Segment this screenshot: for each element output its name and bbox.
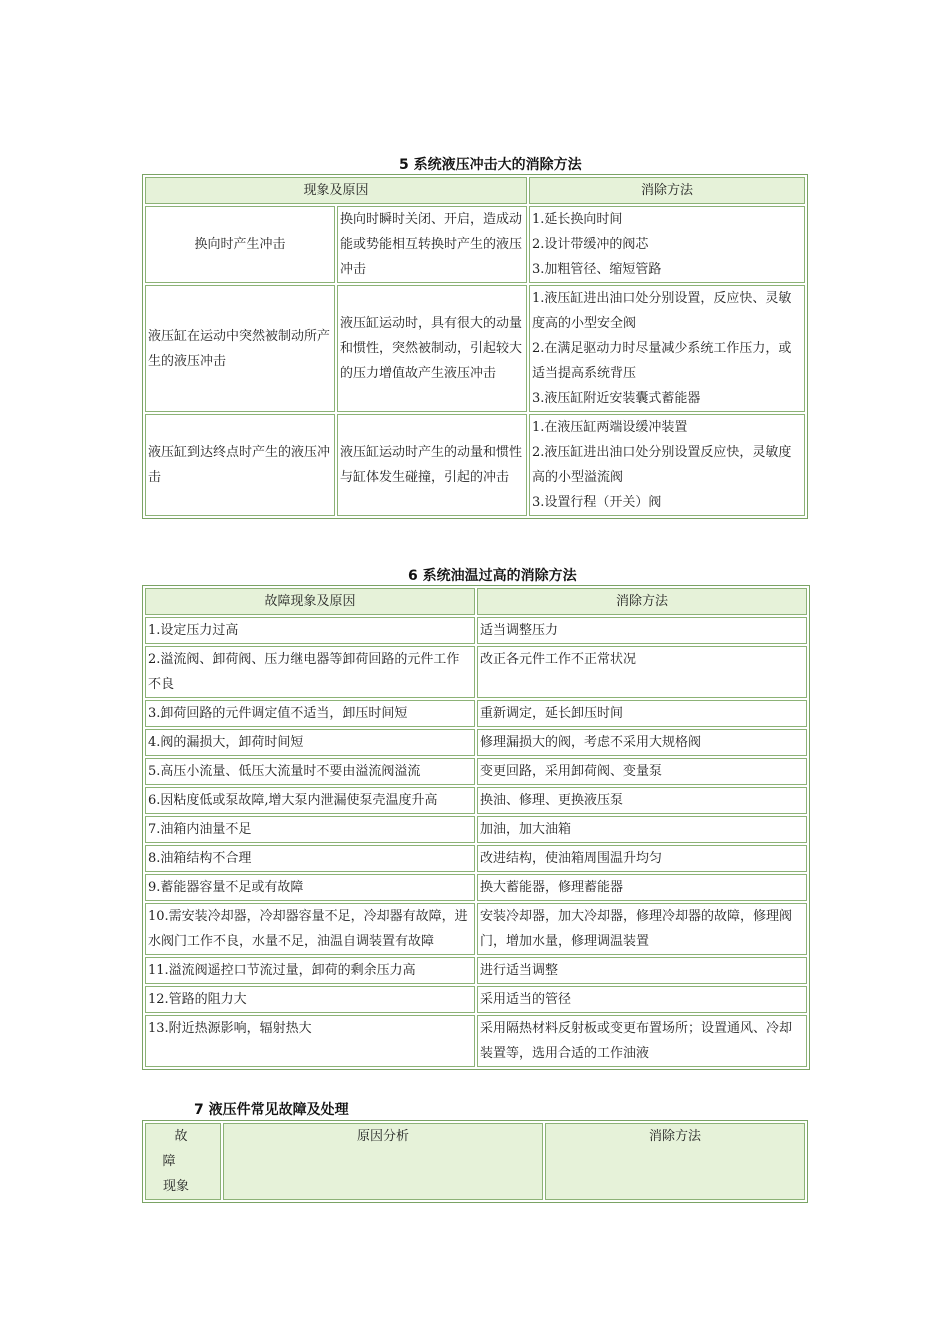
header-remedy: 消除方法 xyxy=(477,588,807,615)
table-row xyxy=(145,787,807,814)
remedy-line: 3.加粗管径、缩短管路 xyxy=(532,262,662,277)
remedy-cell xyxy=(529,414,805,516)
header-phenomenon-cause: 现象及原因 xyxy=(145,177,527,204)
remedy-line: 2.设计带缓冲的阀芯 xyxy=(532,237,649,252)
component-fault-table xyxy=(142,1120,808,1203)
phenomenon-cell: 液压缸在运动中突然被制动所产生的液压冲击 xyxy=(145,285,335,412)
cause-cell: 3.卸荷回路的元件调定值不适当，卸压时间短 xyxy=(145,700,475,727)
table-row xyxy=(145,285,805,412)
header-remedy: 消除方法 xyxy=(545,1123,805,1200)
table-row xyxy=(145,1015,807,1067)
table-row xyxy=(145,414,805,516)
hydraulic-shock-table xyxy=(142,174,808,519)
table-row xyxy=(145,816,807,843)
remedy-cell: 换油、修理、更换液压泵 xyxy=(477,787,807,814)
oil-temperature-table xyxy=(142,585,810,1070)
remedy-cell xyxy=(529,206,805,283)
table-row xyxy=(145,700,807,727)
section5-title: 5 系统液压冲击大的消除方法 xyxy=(399,157,582,173)
header-phenomenon-line: 障 xyxy=(162,1154,176,1169)
remedy-line: 1.在液压缸两端设缓冲装置 xyxy=(532,420,688,435)
header-fault-cause: 故障现象及原因 xyxy=(145,588,475,615)
cause-cell: 液压缸运动时，具有很大的动量和惯性，突然被制动，引起较大的压力增值故产生液压冲击 xyxy=(337,285,527,412)
header-fault-phenomenon xyxy=(145,1123,221,1200)
remedy-cell xyxy=(529,285,805,412)
table-row xyxy=(145,646,807,698)
table-row xyxy=(145,957,807,984)
cause-cell: 5.高压小流量、低压大流量时不要由溢流阀溢流 xyxy=(145,758,475,785)
remedy-cell: 换大蓄能器，修理蓄能器 xyxy=(477,874,807,901)
header-cause-analysis: 原因分析 xyxy=(223,1123,543,1200)
cause-cell: 9.蓄能器容量不足或有故障 xyxy=(145,874,475,901)
table-row xyxy=(145,845,807,872)
table-row xyxy=(145,729,807,756)
cause-cell: 13.附近热源影响，辐射热大 xyxy=(145,1015,475,1067)
remedy-cell: 修理漏损大的阀，考虑不采用大规格阀 xyxy=(477,729,807,756)
remedy-line: 3.设置行程（开关）阀 xyxy=(532,495,662,510)
header-remedy: 消除方法 xyxy=(529,177,805,204)
cause-cell: 6.因粘度低或泵故障,增大泵内泄漏使泵壳温度升高 xyxy=(145,787,475,814)
cause-cell: 8.油箱结构不合理 xyxy=(145,845,475,872)
phenomenon-cell: 换向时产生冲击 xyxy=(145,206,335,283)
cause-cell: 4.阀的漏损大，卸荷时间短 xyxy=(145,729,475,756)
remedy-cell: 加油，加大油箱 xyxy=(477,816,807,843)
cause-cell: 7.油箱内油量不足 xyxy=(145,816,475,843)
cause-cell: 1.设定压力过高 xyxy=(145,617,475,644)
table-header-row xyxy=(145,1123,805,1200)
remedy-line: 3.液压缸附近安装囊式蓄能器 xyxy=(532,391,701,406)
table-row xyxy=(145,903,807,955)
cause-cell: 2.溢流阀、卸荷阀、压力继电器等卸荷回路的元件工作不良 xyxy=(145,646,475,698)
cause-cell: 10.需安装冷却器，冷却器容量不足，冷却器有故障，进水阀门工作不良，水量不足，油温自调装置有故障 xyxy=(145,903,475,955)
remedy-cell: 安装冷却器，加大冷却器，修理冷却器的故障，修理阀门，增加水量，修理调温装置 xyxy=(477,903,807,955)
remedy-cell: 采用隔热材料反射板或变更布置场所；设置通风、冷却装置等，选用合适的工作油液 xyxy=(477,1015,807,1067)
cause-cell: 液压缸运动时产生的动量和惯性与缸体发生碰撞，引起的冲击 xyxy=(337,414,527,516)
remedy-cell: 重新调定，延长卸压时间 xyxy=(477,700,807,727)
table-row xyxy=(145,986,807,1013)
table-row xyxy=(145,874,807,901)
table-header-row xyxy=(145,588,807,615)
remedy-cell: 进行适当调整 xyxy=(477,957,807,984)
cause-cell: 12.管路的阻力大 xyxy=(145,986,475,1013)
section6-title: 6 系统油温过高的消除方法 xyxy=(408,568,577,584)
table-row xyxy=(145,617,807,644)
remedy-line: 1.延长换向时间 xyxy=(532,212,623,227)
table-row xyxy=(145,758,807,785)
cause-cell: 换向时瞬时关闭、开启，造成动能或势能相互转换时产生的液压冲击 xyxy=(337,206,527,283)
header-phenomenon-line: 现象 xyxy=(162,1179,189,1194)
cause-cell: 11.溢流阀遥控口节流过量，卸荷的剩余压力高 xyxy=(145,957,475,984)
section7-title: 7 液压件常见故障及处理 xyxy=(194,1102,349,1118)
remedy-line: 1.液压缸进出油口处分别设置，反应快、灵敏度高的小型安全阀 xyxy=(532,291,792,331)
remedy-line: 2.在满足驱动力时尽量减少系统工作压力，或适当提高系统背压 xyxy=(532,341,792,381)
phenomenon-cell: 液压缸到达终点时产生的液压冲击 xyxy=(145,414,335,516)
remedy-cell: 改进结构，使油箱周围温升均匀 xyxy=(477,845,807,872)
remedy-cell: 采用适当的管径 xyxy=(477,986,807,1013)
remedy-cell: 改正各元件工作不正常状况 xyxy=(477,646,807,698)
table-header-row xyxy=(145,177,805,204)
remedy-line: 2.液压缸进出油口处分别设置反应快，灵敏度高的小型溢流阀 xyxy=(532,445,792,485)
remedy-cell: 变更回路，采用卸荷阀、变量泵 xyxy=(477,758,807,785)
table-row xyxy=(145,206,805,283)
remedy-cell: 适当调整压力 xyxy=(477,617,807,644)
header-phenomenon-line: 故 xyxy=(174,1129,188,1144)
